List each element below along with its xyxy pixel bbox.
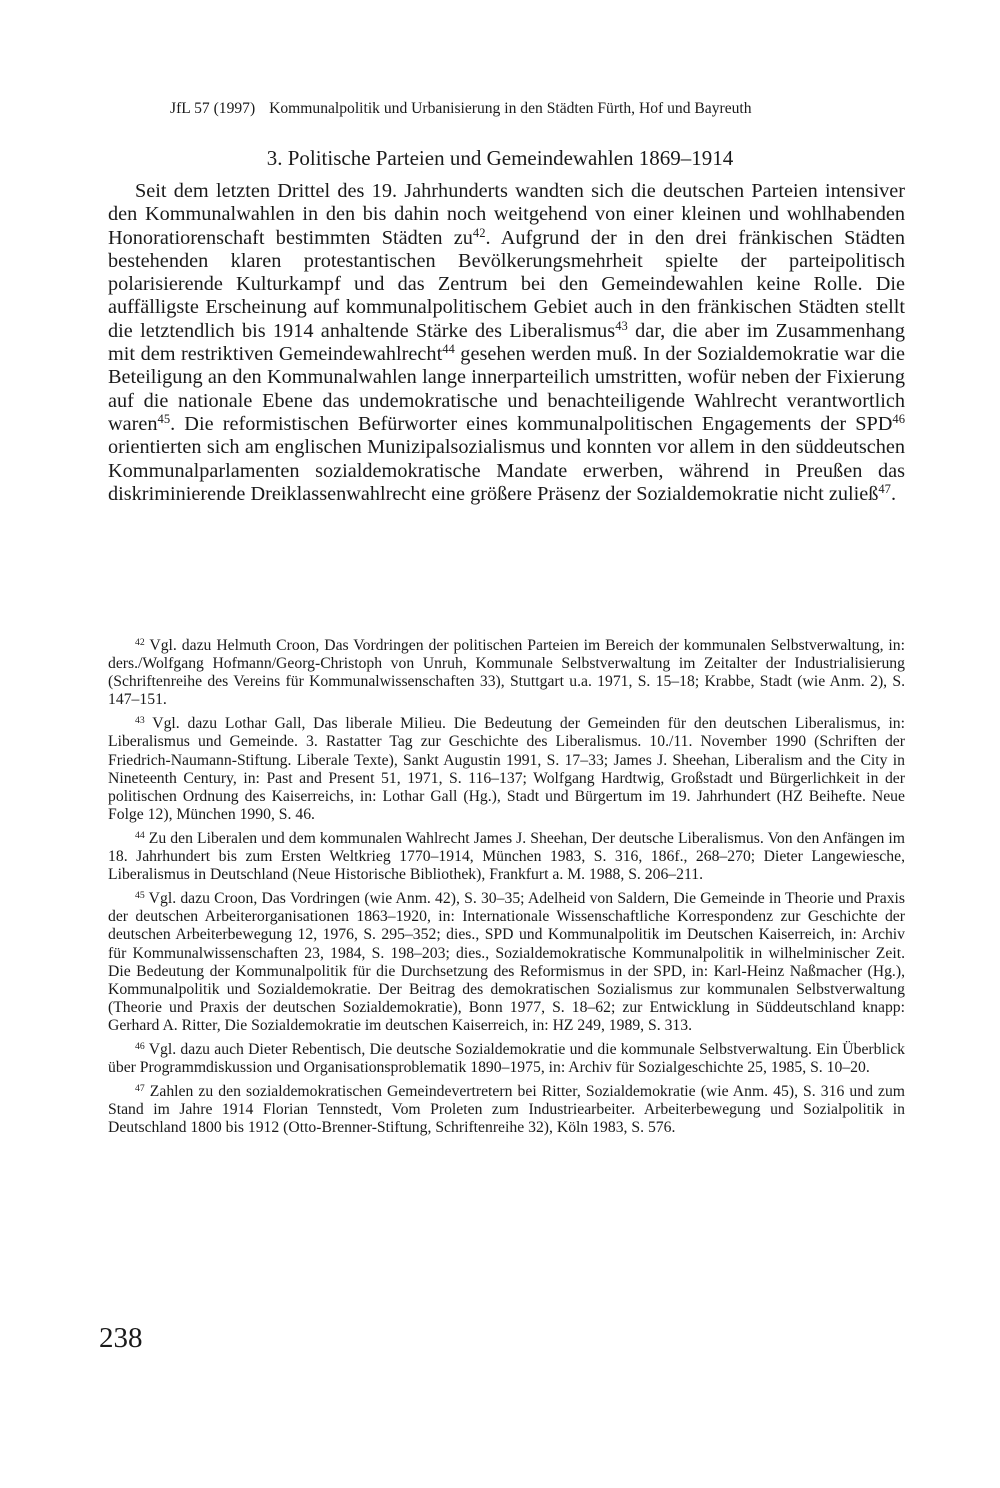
footnote-ref[interactable]: 45 [157, 412, 171, 427]
footnote [108, 890, 905, 1035]
footnote-ref[interactable]: 42 [472, 225, 486, 240]
footnote-text: Vgl. dazu Lothar Gall, Das liberale Milieu. Die Bedeutung der Gemeinden für den deutschen Liberalismus, in: Liberalismus und Gemeinde. 3. Rastatter Tag zur Geschichte des Liberalismus. 10./11. November 1990 (Schriften der Friedrich-Naumann-Stiftung. Liberale Texte), Sankt Augustin 1991, S. 17–33; James J. Sheehan, Liberalism and the City in Nineteenth Century, in: Past and Present 51, 1971, S. 116–137; Wolfgang Hardtwig, Großstadt und Bürgerlichkeit in der politischen Ordnung des Kaiserreichs, in: Lothar Gall (Hg.), Stadt und Bürgertum im 19. Jahrhundert (HZ Beihefte. Neue Folge 12), München 1990, S. 46. [108, 715, 906, 823]
text-run: orientierten sich am englischen Munizipalsozialismus und konnten vor allem in den süddeutschen Kommunalparlamenten sozialdemokratische Mandate erwerben, während in Preußen das diskriminierende Dreiklassenwahlrecht eine größere Präsenz der Sozialdemokratie nicht zuließ [108, 436, 905, 505]
page-number: 238 [99, 1322, 143, 1354]
footnote [108, 1083, 905, 1137]
footnote-number: 42 [135, 636, 145, 648]
footnote-text: Zu den Liberalen und dem kommunalen Wahlrecht James J. Sheehan, Der deutsche Liberalismus. Von den Anfängen im 18. Jahrhundert bis zum Ersten Weltkrieg 1770–1914, München 1983, S. 316, 186f., 268–270; Dieter Langewiesche, Liberalismus in Deutschland (Neue Historische Bibliothek), Frankfurt a. M. 1988, S. 206–211. [108, 829, 905, 884]
body-paragraph [108, 180, 905, 506]
footnote-ref[interactable]: 47 [878, 481, 891, 496]
footnote-ref[interactable]: 43 [615, 318, 628, 333]
text-run: . Aufgrund der in den drei fränkischen Städten bestehenden klaren protestantischen Bevölkerungsmehrheit spielte der parteipolitisch polarisierende Kulturkampf und das Zentrum bei den Gemeindewahlen keine Rolle. Die auffälligste Erscheinung auf kommunalpolitischem Gebiet auch in den fränkischen Städten stellt die letztendlich bis 1914 anhaltende Stärke des Liberalismus [108, 226, 905, 342]
text-run: Seit dem letzten Drittel des 19. Jahrhunderts wandten sich die deutschen Parteien intensiver den Kommunalwahlen in den bis dahin noch weitgehend von einer kleinen und wohlhabenden Honoratiorenschaft bestimmten Städten zu [108, 180, 905, 249]
text-run: . [890, 482, 897, 505]
body-text [108, 180, 905, 506]
footnote-text: Vgl. dazu Croon, Das Vordringen (wie Anm. 42), S. 30–35; Adelheid von Saldern, Die Gemeinde in Theorie und Praxis der deutschen Arbeiterorganisationen 1863–1920, in: Internationale Wissenschaftliche Korrespondenz zur Geschichte der deutschen Arbeiterbewegung 12, 1976, S. 295–352; dies., SPD und Kommunalpolitik im Deutschen Kaiserreich, in: Archiv für Kommunalwissenschaften 23, 1984, S. 198–203; dies., Sozialdemokratische Kommunalpolitik in wilhelminischer Zeit. Die Bedeutung der Kommunalpolitik für die Durchsetzung des Reformismus in der SPD, in: Karl-Heinz Naßmacher (Hg.), Kommunalpolitik und Sozialdemokratie. Der Beitrag des demokratischen Sozialismus zur kommunalen Selbstverwaltung (Theorie und Praxis der deutschen Sozialdemokratie), Bonn 1977, S. 18–62; zur Entwicklung in Süddeutschland knapp: Gerhard A. Ritter, Die Sozialdemokratie im deutschen Kaiserreich, in: HZ 249, 1989, S. 313. [108, 890, 905, 1034]
footnote-number: 44 [135, 829, 145, 841]
footnote-text: Vgl. dazu Helmuth Croon, Das Vordringen der politischen Parteien im Bereich der kommunalen Selbstverwaltung, in: ders./Wolfgang Hofmann/Georg-Christoph von Unruh, Kommunale Selbstverwaltung im Zeitalter der Industrialisierung (Schriftenreihe des Vereins für Kommunalwissenschaften 33), Stuttgart u.a. 1971, S. 15–18; Krabbe, Stadt (wie Anm. 2), S. 147–151. [108, 637, 905, 709]
footnote-number: 45 [135, 889, 145, 901]
journal-citation: JfL 57 (1997) [170, 100, 256, 117]
footnote-ref[interactable]: 46 [892, 412, 905, 427]
footnote-number: 43 [135, 715, 145, 727]
footnote-number: 47 [135, 1082, 145, 1094]
running-head-title: Kommunalpolitik und Urbanisierung in den Städten Fürth, Hof und Bayreuth [269, 100, 752, 117]
footnote [108, 715, 905, 824]
footnote [108, 637, 905, 709]
text-run: dar, die aber im Zusammenhang mit dem restriktiven Gemeindewahlrecht [108, 319, 905, 366]
footnote-text: Zahlen zu den sozialdemokratischen Gemeindevertretern bei Ritter, Sozialdemokratie (wie Anm. 45), S. 316 und zum Stand im Jahre 1914 Florian Tennstedt, Vom Proleten zum Industriearbeiter. Arbeiterbewegung und Sozialpolitik in Deutschland 1800 bis 1912 (Otto-Brenner-Stiftung, Schriftenreihe 32), Köln 1983, S. 576. [108, 1083, 905, 1137]
footnote-text: Vgl. dazu auch Dieter Rebentisch, Die deutsche Sozialdemokratie und die kommunale Selbstverwaltung. Ein Überblick über Programmdiskussion und Organisationsproblematik 1890–1975, in: Archiv für Sozialgeschichte 25, 1985, S. 10–20. [108, 1040, 905, 1077]
text-run: gesehen werden muß. In der Sozialdemokratie war die Beteiligung an den Kommunalwahlen lange innerparteilich umstritten, wofür neben der Fixierung auf die nationale Ebene das undemokratische und benachteiligende Wahlrecht verantwortlich waren [108, 343, 905, 435]
text-run: . Die reformistischen Befürworter eines kommunalpolitischen Engagements der SPD [170, 412, 893, 435]
footnote [108, 830, 905, 884]
footnote-ref[interactable]: 44 [442, 342, 455, 357]
section-title: 3. Politische Parteien und Gemeindewahlen 1869–1914 [266, 146, 734, 170]
footnote [108, 1041, 905, 1077]
running-head [170, 100, 850, 118]
footnote-number: 46 [135, 1040, 145, 1052]
footnotes [108, 637, 905, 1143]
